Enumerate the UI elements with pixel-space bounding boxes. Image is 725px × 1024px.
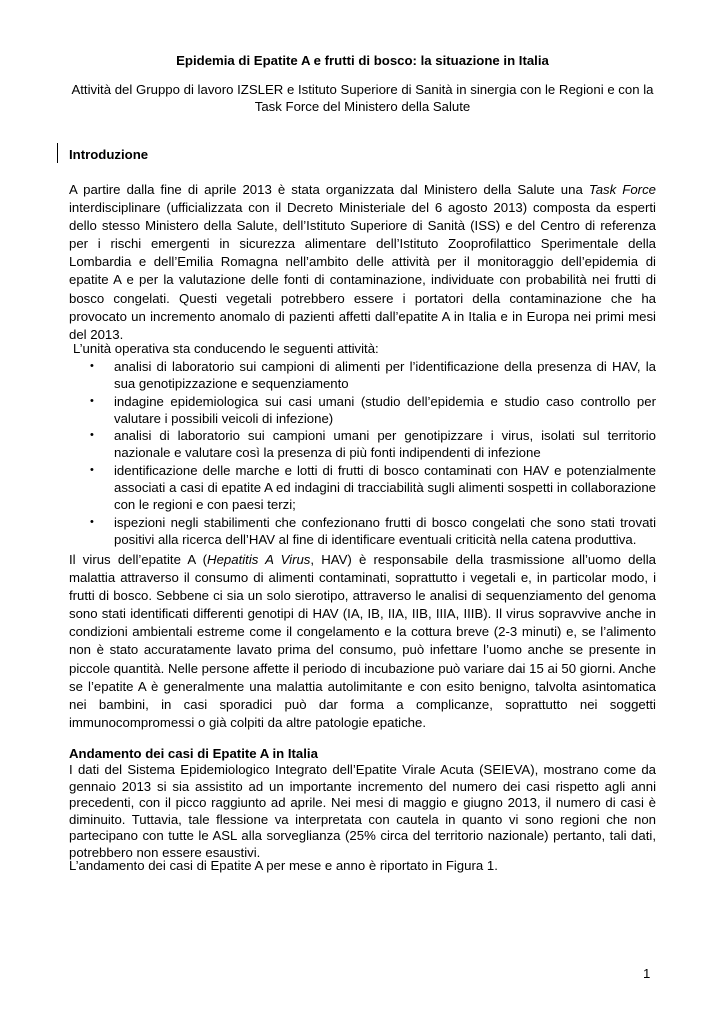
- paragraph-introduzione-italic: Task Force: [588, 182, 656, 197]
- page-number: 1: [643, 966, 651, 981]
- paragraph-andamento: I dati del Sistema Epidemiologico Integrato dell’Epatite Virale Acuta (SEIEVA), mostrano come da gennaio 2013 si sia assistito ad un importante incremento del numero dei casi rispetto agli anni precedenti, con il picco raggiunto ad aprile. Nei mesi di maggio e giugno 2013, il numero di casi è diminuito. Tuttavia, tale flessione va interpretata con cautela in quanto vi sono regioni che non partecipano con tutte le ASL alla sorveglianza (25% circa del territorio nazionale) pertanto, tali dati, potrebbero non essere esaustivi.: [69, 762, 656, 860]
- list-item-text: identificazione delle marche e lotti di frutti di bosco contaminati con HAV e potenzialmente associati a casi di epatite A ed indagini di tracciabilità sugli alimenti sospetti in collaborazione con le regioni e con paesi terzi;: [114, 462, 656, 513]
- bullet-icon: •: [90, 463, 94, 476]
- document-subtitle: Attività del Gruppo di lavoro IZSLER e Istituto Superiore di Sanità in sinergia con le Regioni e con la Task Force del Ministero della Salute: [71, 82, 654, 114]
- paragraph-virus: [69, 551, 656, 732]
- list-item-text: ispezioni negli stabilimenti che confezionano frutti di bosco congelati che sono stati trovati positivi alla ricerca dell’HAV al fine di identificare eventuali criticità nella catena produttiva.: [114, 514, 656, 548]
- list-item: [0, 462, 725, 514]
- list-item: [0, 358, 725, 393]
- paragraph-virus-part2: , HAV) è responsabile della trasmissione all’uomo della malattia attraverso il consumo di alimenti contaminati, soprattutto i vegetali e, in particolar modo, i frutti di bosco. Sebbene ci sia un solo sierotipo, attraverso le analisi di sequenziamento del genoma sono stati identificati differenti genotipi di HAV (IA, IB, IIA, IIB, IIIA, IIIB). Il virus sopravvive anche in condizioni ambientali estreme come il congelamento e la cottura breve (2-3 minuti) e, se l’alimento non è stato accuratamente lavato prima del consumo, può infettare l’uomo anche se presente in piccole quantità. Nelle persone affette il periodo di incubazione può variare dai 15 ai 50 giorni. Anche se l’epatite A è generalmente una malattia autolimitante e con esito benigno, talvolta asintomatica nei bambini, in casi sporadici può dar forma a complicanze, soprattutto nei soggetti immunocompromessi o già colpiti da altre patologie epatiche.: [69, 552, 656, 730]
- paragraph-introduzione: [69, 181, 656, 344]
- paragraph-figura-reference: L’andamento dei casi di Epatite A per mese e anno è riportato in Figura 1.: [69, 858, 498, 873]
- bullet-icon: •: [90, 429, 94, 442]
- list-item-text: analisi di laboratorio sui campioni di alimenti per l’identificazione della presenza di HAV, la sua genotipizzazione e sequenziamento: [114, 359, 656, 392]
- list-item: [0, 427, 725, 462]
- list-item: [0, 514, 725, 549]
- document-title: Epidemia di Epatite A e frutti di bosco: la situazione in Italia: [176, 53, 549, 68]
- list-item-text: indagine epidemiologica sui casi umani (studio dell’epidemia e studio caso controllo per valutare i possibili veicoli di infezione): [114, 393, 656, 426]
- list-item: [0, 393, 725, 428]
- section-heading-introduzione: Introduzione: [69, 147, 149, 162]
- section-heading-andamento: Andamento dei casi di Epatite A in Italia: [69, 746, 318, 761]
- attivita-bullet-list: [0, 358, 725, 548]
- bullet-icon: •: [90, 515, 94, 528]
- paragraph-introduzione-part1: A partire dalla fine di aprile 2013 è stata organizzata dal Ministero della Salute una: [69, 182, 589, 197]
- text-cursor: [57, 143, 58, 163]
- paragraph-virus-part1: Il virus dell’epatite A (: [69, 552, 208, 567]
- list-item-text: analisi di laboratorio sui campioni umani per genotipizzare i virus, isolati sul territorio nazionale e valutare così la presenza di più fonti indipendenti di infezione: [114, 428, 656, 461]
- attivita-intro-line: L’unità operativa sta conducendo le seguenti attività:: [73, 341, 379, 356]
- bullet-icon: •: [90, 360, 94, 372]
- paragraph-virus-italic: Hepatitis A Virus: [207, 552, 311, 567]
- paragraph-introduzione-part2: interdisciplinare (ufficializzata con il Decreto Ministeriale del 6 agosto 2013) composta da esperti dello stesso Ministero della Salute, dell’Istituto Superiore di Sanità (ISS) e del Centro di referenza per i rischi emergenti in sicurezza alimentare dell’Istituto Zooprofilattico Sperimentale della Lombardia e dell’Emilia Romagna nell’ambito delle attività per il monitoraggio dell’epidemia di epatite A e per la valutazione delle fonti di contaminazione, individuate con probabilità nei frutti di bosco congelati. Questi vegetali potrebbero essere i portatori della contaminazione che ha provocato un incremento anomalo di pazienti affetti dall’epatite A in Italia e in Europa nei primi mesi del 2013.: [69, 200, 656, 342]
- bullet-icon: •: [90, 394, 94, 407]
